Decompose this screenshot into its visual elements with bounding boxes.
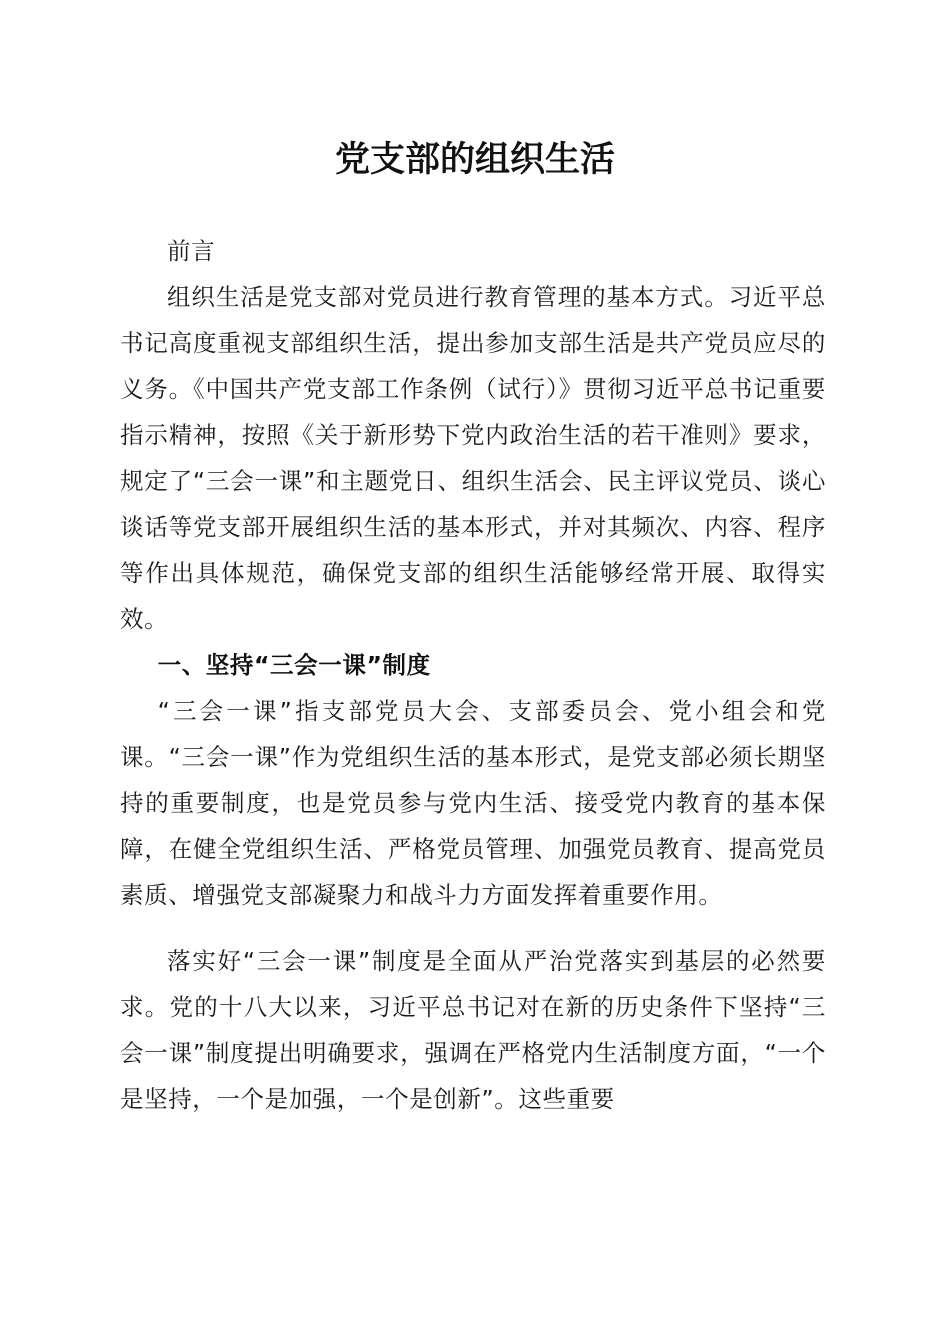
preface-label: 前言 xyxy=(167,237,216,265)
section-heading: 一、坚持“三会一课”制度 xyxy=(157,651,431,679)
paragraph-gap xyxy=(120,918,826,938)
preface-paragraph: 组织生活是党支部对党员进行教育管理的基本方式。习近平总书记高度重视支部组织生活，提出参加支部生活是共产党员应尽的义务。《中国共产党支部工作条例（试行）》贯彻习近平总书记重要指示精神，按照《关于新形势下党内政治生活的若干准则》要求，规定了“三会一课”和主题党日、组织生活会、民主评议党员、谈心谈话等党支部开展组织生活的基本形式，并对其频次、内容、程序等作出具体规范，确保党支部的组织生活能够经常开展、取得实效。 xyxy=(120,283,826,633)
section-paragraph: “三会一课”指支部党员大会、支部委员会、党小组会和党课。“三会一课”作为党组织生活的基本形式，是党支部必须长期坚持的重要制度，也是党员参与党内生活、接受党内教育的基本保障，在健全党组织生活、严格党员管理、加强党员教育、提高党员素质、增强党支部凝聚力和战斗力方面发挥着重要作用。 xyxy=(120,697,826,909)
document-body xyxy=(120,228,826,1122)
page-title: 党支部的组织生活 xyxy=(334,139,615,180)
section-paragraph: 落实好“三会一课”制度是全面从严治党落实到基层的必然要求。党的十八大以来，习近平总书记对在新的历史条件下坚持“三会一课”制度提出明确要求，强调在严格党内生活制度方面，“一个是坚持，一个是加强，一个是创新”。这些重要 xyxy=(120,947,826,1113)
